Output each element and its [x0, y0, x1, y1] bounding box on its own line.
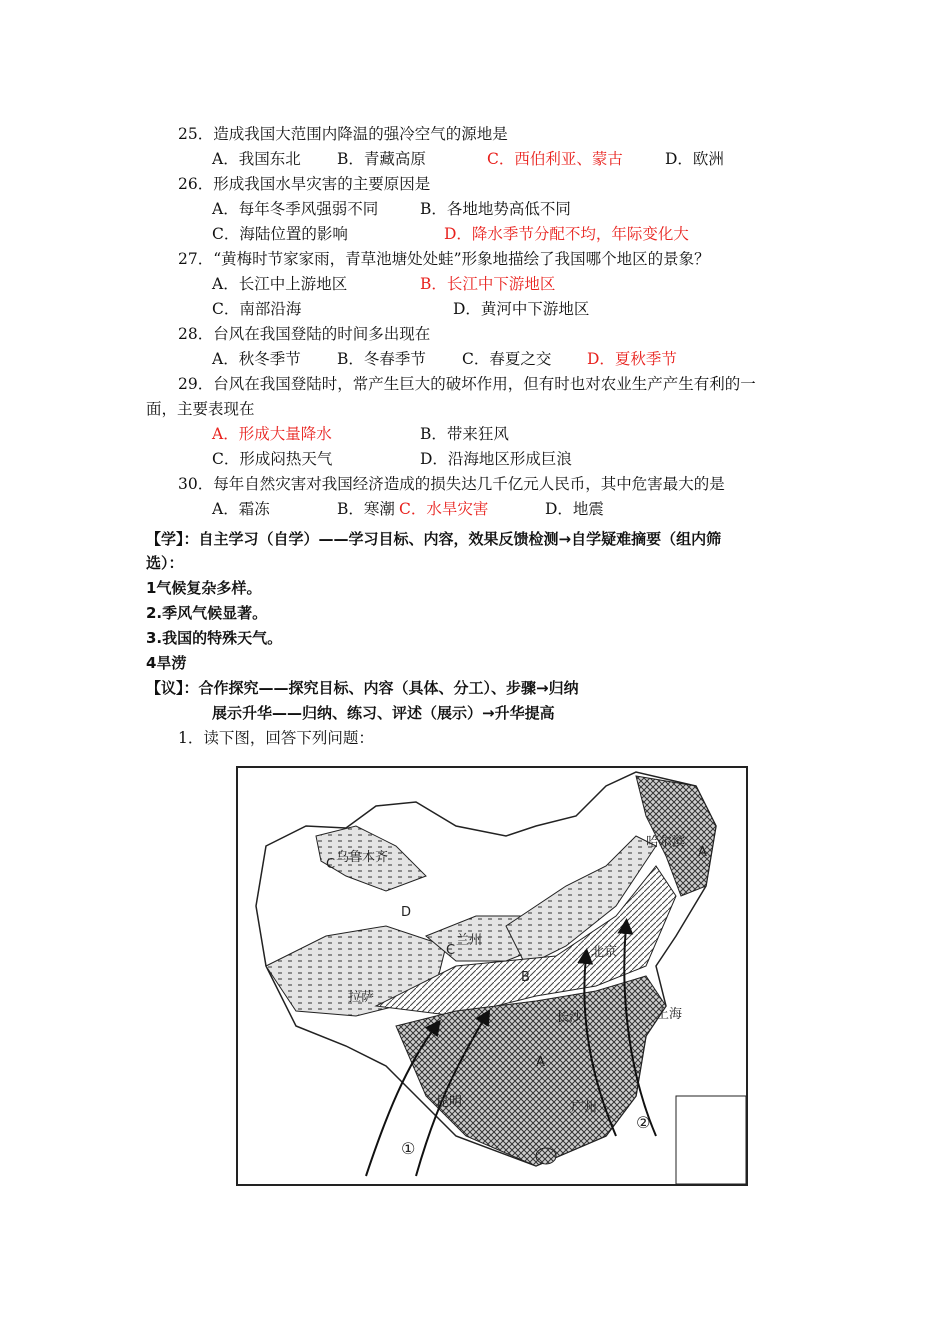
city-label-urumqi: 乌鲁木齐	[336, 850, 389, 865]
q29-option-a: A．形成大量降水	[212, 425, 332, 443]
xue-heading: 【学】：自主学习（自学）——学习目标、内容，效果反馈检测→自学疑难摘要（组内筛	[146, 530, 722, 548]
q29-stem-continued: 面，主要表现在	[146, 400, 255, 418]
city-label-lhasa: 拉萨	[348, 990, 375, 1005]
city-label-harbin: 哈尔滨	[646, 835, 686, 850]
q29-option-d: D．沿海地区形成巨浪	[420, 450, 572, 468]
south-sea-inset	[676, 1096, 746, 1184]
city-label-kunming: 昆明	[436, 1095, 463, 1110]
q25-option-a: A．我国东北	[212, 150, 301, 168]
region-label-c-north: C	[326, 857, 336, 872]
arrow-label-2: ②	[636, 1113, 651, 1132]
xue-item-2: 2.季风气候显著。	[146, 604, 268, 622]
xue-item-1: 1气候复杂多样。	[146, 579, 262, 597]
q26-option-c: C．海陆位置的影响	[212, 225, 348, 243]
region-label-d: D	[401, 905, 412, 920]
q26-option-b: B．各地地势高低不同	[420, 200, 571, 218]
q28-option-c: C．春夏之交	[462, 350, 552, 368]
q28-option-a: A．秋冬季节	[212, 350, 301, 368]
region-label-b: B	[521, 970, 530, 985]
q30-option-b: B．寒潮	[337, 500, 395, 518]
city-label-guangzhou: 广州	[571, 1100, 598, 1115]
q28-stem: 28．台风在我国登陆的时间多出现在	[178, 325, 431, 343]
city-label-changsha: 长沙	[556, 1010, 583, 1025]
city-label-lanzhou: 兰州	[456, 933, 483, 948]
q29-option-c: C．形成闷热天气	[212, 450, 333, 468]
q26-stem: 26．形成我国水旱灾害的主要原因是	[178, 175, 431, 193]
q25-option-d: D．欧洲	[665, 150, 724, 168]
q25-option-b: B．青藏高原	[337, 150, 426, 168]
xue-item-3: 3.我国的特殊天气。	[146, 629, 283, 647]
q26-option-d: D．降水季节分配不均，年际变化大	[444, 225, 689, 243]
task-instruction: 1．读下图，回答下列问题：	[178, 729, 374, 747]
q27-option-b: B．长江中下游地区	[420, 275, 556, 293]
hainan-island	[536, 1148, 556, 1164]
city-label-shanghai: 上海	[656, 1007, 683, 1022]
q29-option-b: B．带来狂风	[420, 425, 509, 443]
yi-heading-continued: 展示升华——归纳、练习、评述（展示）→升华提高	[212, 704, 555, 722]
q27-option-a: A．长江中上游地区	[212, 275, 348, 293]
china-climate-map	[236, 766, 748, 1186]
q28-option-d: D．夏秋季节	[587, 350, 677, 368]
q27-stem: 27．“黄梅时节家家雨，青草池塘处处蛙”形象地描绘了我国哪个地区的景象？	[178, 250, 710, 268]
q29-stem: 29．台风在我国登陆时，常产生巨大的破坏作用，但有时也对农业生产产生有利的一	[178, 375, 756, 393]
q25-stem: 25．造成我国大范围内降温的强冷空气的源地是	[178, 125, 508, 143]
city-label-beijing: 北京	[591, 945, 618, 960]
q27-option-c: C．南部沿海	[212, 300, 302, 318]
q28-option-b: B．冬春季节	[337, 350, 426, 368]
q30-option-a: A．霜冻	[212, 500, 270, 518]
q26-option-a: A．每年冬季风强弱不同	[212, 200, 379, 218]
xue-item-4: 4旱涝	[146, 654, 187, 672]
xue-heading-continued: 选）：	[146, 554, 184, 572]
q30-option-c: C．水旱灾害	[399, 500, 489, 518]
q27-option-d: D．黄河中下游地区	[453, 300, 590, 318]
region-label-c-center: C	[446, 943, 456, 958]
q25-option-c: C．西伯利亚、蒙古	[487, 150, 623, 168]
arrow-label-1: ①	[401, 1139, 416, 1158]
yi-heading: 【议】：合作探究——探究目标、内容（具体、分工）、步骤→归纳	[146, 679, 579, 697]
region-label-a-northeast: A	[698, 845, 707, 860]
region-label-a: A	[536, 1055, 545, 1070]
q30-stem: 30．每年自然灾害对我国经济造成的损失达几千亿元人民币，其中危害最大的是	[178, 475, 725, 493]
map-svg	[236, 766, 748, 1186]
q30-option-d: D．地震	[545, 500, 604, 518]
